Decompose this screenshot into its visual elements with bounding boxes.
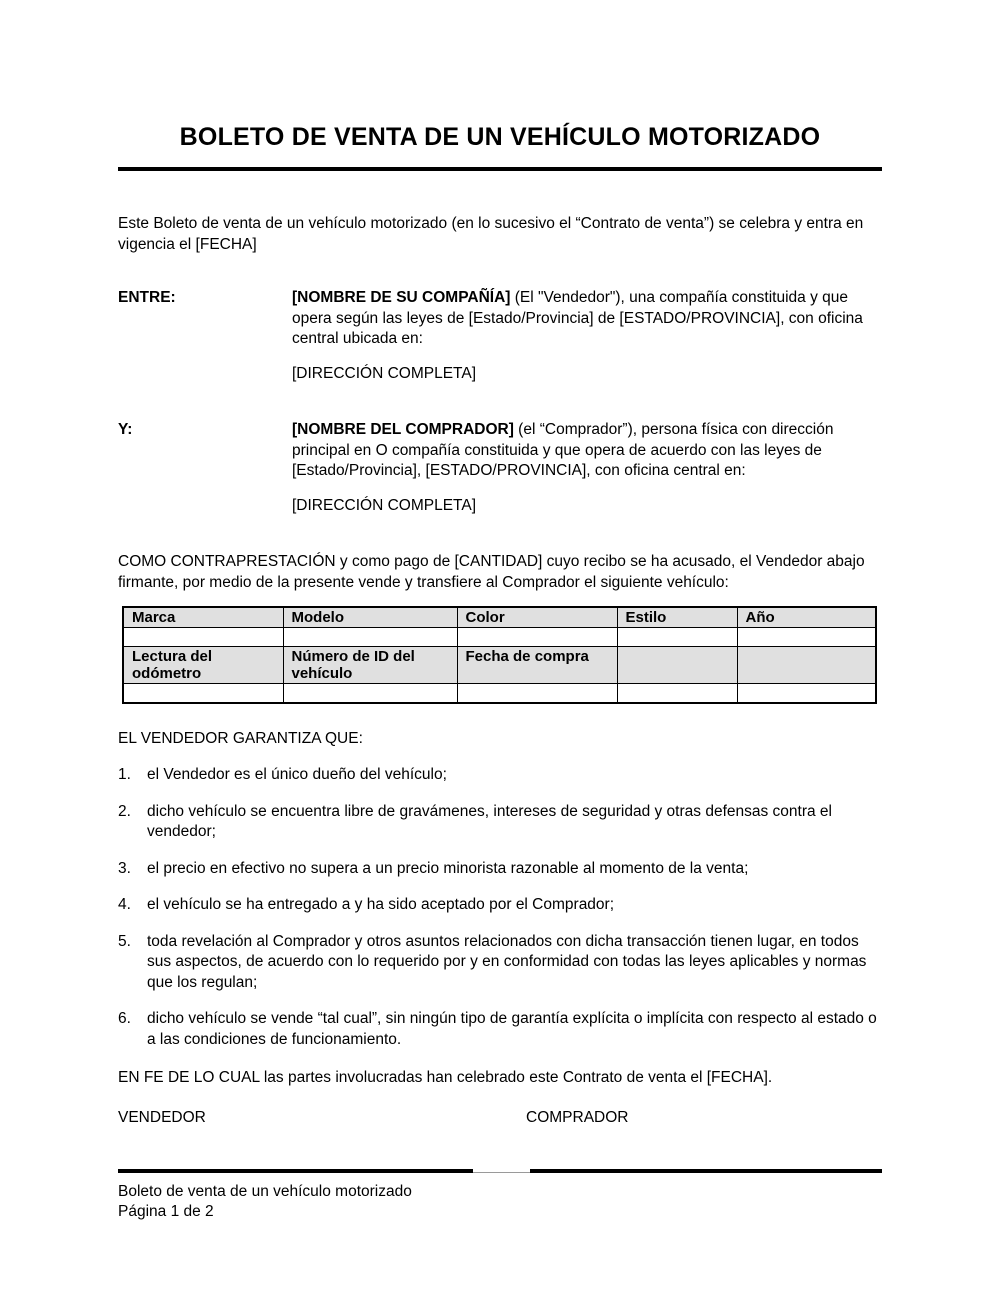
header-cell-blank-2 [737, 647, 876, 684]
warranty-item-2-text: dicho vehículo se encuentra libre de gravámenes, intereses de seguridad y otras defensas contra el vendedor; [147, 802, 832, 840]
party-seller [118, 288, 882, 384]
party-buyer-content [292, 420, 882, 516]
warranty-item-2 [118, 802, 882, 843]
header-cell-blank-1 [617, 647, 737, 684]
signature-labels-row [118, 1107, 882, 1128]
party-seller-description [292, 288, 882, 350]
header-cell-color: Color [457, 607, 617, 628]
empty-cell-color [457, 628, 617, 647]
party-buyer [118, 420, 882, 516]
warranty-item-4-text: el vehículo se ha entregado a y ha sido aceptado por el Comprador; [147, 896, 615, 913]
header-cell-modelo: Modelo [283, 607, 457, 628]
party-buyer-description-text: (el “Comprador”), persona física con dirección principal en O compañía constituida y que opera de acuerdo con las leyes de [Estado/Provincia], [ESTADO/PROVINCIA], con oficina central en: [292, 421, 834, 479]
party-buyer-description [292, 420, 882, 482]
warranty-item-5 [118, 932, 882, 994]
warranty-item-5-text: toda revelación al Comprador y otros asuntos relacionados con dicha transacción tienen lugar, en todos sus aspectos, de acuerdo con lo requerido por y en conformidad con todas las leyes aplicables y normas que los regulan; [147, 932, 867, 991]
header-cell-anio: Año [737, 607, 876, 628]
party-seller-name-placeholder: [NOMBRE DE SU COMPAÑÍA] [292, 289, 511, 306]
empty-cell-fecha-compra [457, 684, 617, 703]
empty-cell-anio [737, 628, 876, 647]
table-input-row-1 [123, 628, 876, 647]
warranty-heading: EL VENDEDOR GARANTIZA QUE: [118, 729, 363, 747]
consideration-paragraph: COMO CONTRAPRESTACIÓN y como pago de [CANTIDAD] cuyo recibo se ha acusado, el Vendedor abajo firmante, por medio de la presente vende y transfiere al Comprador el siguiente vehículo: [118, 553, 865, 591]
empty-cell-modelo [283, 628, 457, 647]
warranty-item-6-text: dicho vehículo se vende “tal cual”, sin ningún tipo de garantía explícita o implícita con respecto al estado o a las condiciones de funcionamiento. [147, 1010, 877, 1048]
warranty-item-4 [118, 895, 882, 916]
warranty-item-6-number: 6. [118, 1010, 131, 1027]
header-cell-odometro: Lectura del odómetro [123, 647, 283, 684]
closing-paragraph: EN FE DE LO CUAL las partes involucradas han celebrado este Contrato de venta el [FECHA]. [118, 1069, 773, 1086]
buyer-signature-label: COMPRADOR [526, 1108, 629, 1126]
vehicle-details-table [122, 606, 877, 704]
warranty-item-3-number: 3. [118, 859, 131, 877]
empty-cell-numero-id [283, 684, 457, 703]
warranty-item-4-number: 4. [118, 896, 131, 913]
document-title: BOLETO DE VENTA DE UN VEHÍCULO MOTORIZADO [179, 123, 821, 151]
warranty-item-3-text: el precio en efectivo no supera a un precio minorista razonable al momento de la venta; [147, 859, 749, 877]
seller-signature-line [118, 1169, 473, 1173]
warranty-item-2-number: 2. [118, 802, 131, 820]
buyer-signature-line [530, 1169, 882, 1173]
footer-page-number: Página 1 de 2 [118, 1202, 214, 1220]
warranty-item-1-text: el Vendedor es el único dueño del vehículo; [147, 766, 447, 783]
party-buyer-label: Y: [118, 421, 133, 438]
party-buyer-address-placeholder: [DIRECCIÓN COMPLETA] [292, 496, 477, 514]
header-cell-marca: Marca [123, 607, 283, 628]
warranty-item-6 [118, 1009, 882, 1050]
table-header-row-2 [123, 647, 876, 684]
warranty-item-5-number: 5. [118, 932, 131, 950]
table-input-row-2 [123, 684, 876, 703]
footer-doc-name: Boleto de venta de un vehículo motorizado [118, 1182, 412, 1200]
empty-cell-marca [123, 628, 283, 647]
signature-lines-row [118, 1169, 882, 1175]
page-footer [118, 1182, 882, 1222]
intro-paragraph: Este Boleto de venta de un vehículo motorizado (en lo sucesivo el “Contrato de venta”) se celebra y entra en vigencia el [FECHA] [118, 215, 864, 253]
header-cell-fecha-compra: Fecha de compra [457, 647, 617, 684]
empty-cell-blank-2 [737, 684, 876, 703]
title-rule [118, 167, 882, 171]
warranty-item-1-number: 1. [118, 766, 131, 783]
party-seller-description-text: (El "Vendedor"), una compañía constituida y que opera según las leyes de [Estado/Provincia] de [ESTADO/PROVINCIA], con oficina central ubicada en: [292, 289, 863, 347]
seller-signature-label: VENDEDOR [118, 1108, 206, 1126]
empty-cell-blank-1 [617, 684, 737, 703]
party-buyer-name-placeholder: [NOMBRE DEL COMPRADOR] [292, 421, 514, 438]
table-header-row-1 [123, 607, 876, 628]
header-cell-estilo: Estilo [617, 607, 737, 628]
party-seller-content [292, 288, 882, 384]
warranty-item-1 [118, 765, 882, 786]
header-cell-numero-id: Número de ID del vehículo [283, 647, 457, 684]
party-seller-address-placeholder: [DIRECCIÓN COMPLETA] [292, 364, 477, 382]
party-seller-label: ENTRE: [118, 289, 176, 306]
warranty-item-3 [118, 859, 882, 880]
empty-cell-estilo [617, 628, 737, 647]
empty-cell-odometro [123, 684, 283, 703]
